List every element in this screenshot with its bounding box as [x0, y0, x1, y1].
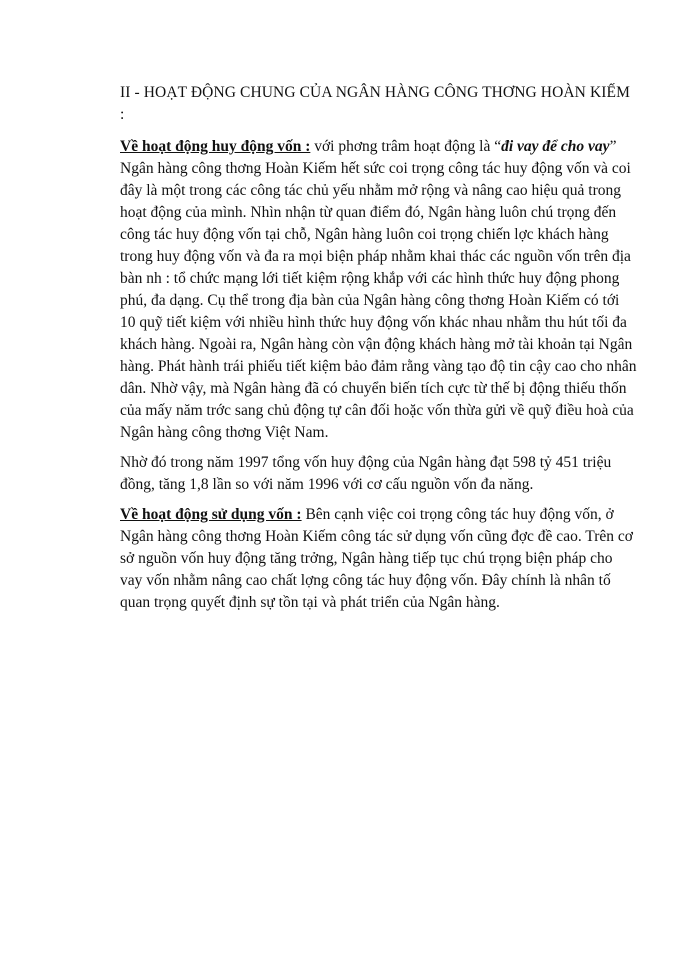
paragraph-text-after-quote: ” Ngân hàng công thơng Hoàn Kiếm hết sức coi trọng công tác huy động vốn và coi đây là một trong các công tác chủ yếu nhằm mở rộng và nâng cao hiệu quả trong hoạt động của mình. Nhìn nhận từ quan điểm đó, Ngân hàng luôn chú trọng đến công tác huy động vốn tại chỗ, Ngân hàng luôn coi trọng chiến lợc khách hàng trong huy động vốn và đa ra mọi biện pháp nhằm khai thác các nguồn vốn trên địa bàn nh : tổ chức mạng lới tiết kiệm rộng khắp với các hình thức huy động phong phú, đa dạng. Cụ thể trong địa bàn của Ngân hàng công thơng Hoàn Kiếm có tới 10 quỹ tiết kiệm với nhiều hình thức huy động vốn khác nhau nhằm thu hút tối đa khách hàng. Ngoài ra, Ngân hàng còn vận động khách hàng mở tài khoản tại Ngân hàng. Phát hành trái phiếu tiết kiệm bảo đảm rằng vàng tạo độ tin cậy cao cho nhân dân. Nhờ vậy, mà Ngân hàng đã có chuyển biến tích cực từ thế bị động thiếu thốn của mấy năm trớc sang chủ động tự cân đối hoặc vốn thừa gửi về quỹ điều hoà của Ngân hàng công thơng Việt Nam. [120, 138, 637, 441]
paragraph-text-before-quote: với phơng trâm hoạt động là “ [310, 138, 502, 155]
paragraph-lead-usage: Về hoạt động sử dụng vốn : [120, 506, 302, 523]
paragraph-text-usage: Bên cạnh việc coi trọng công tác huy động vốn, ở Ngân hàng công thơng Hoàn Kiếm công tác sử dụng vốn cũng đợc đề cao. Trên cơ sở nguồn vốn huy động tăng trởng, Ngân hàng tiếp tục chú trọng biện pháp cho vay vốn nhằm nâng cao chất lợng công tác huy động vốn. Đây chính là nhân tố quan trọng quyết định sự tồn tại và phát triển của Ngân hàng. [120, 506, 633, 611]
motto-quote: đi vay để cho vay [501, 138, 610, 155]
section-heading: II - HOẠT ĐỘNG CHUNG CỦA NGÂN HÀNG CÔNG THƠNG HOÀN KIẾM : [120, 84, 630, 123]
paragraph-result-1997 [120, 452, 638, 496]
paragraph-capital-mobilization [120, 136, 638, 444]
paragraph-text-result: Nhờ đó trong năm 1997 tổng vốn huy động của Ngân hàng đạt 598 tỷ 451 triệu đồng, tăng 1,8 lần so với năm 1996 với cơ cấu nguồn vốn đa năng. [120, 454, 612, 493]
paragraph-lead-mobilization: Về hoạt động huy động vốn : [120, 138, 311, 155]
paragraph-capital-usage [120, 504, 638, 614]
